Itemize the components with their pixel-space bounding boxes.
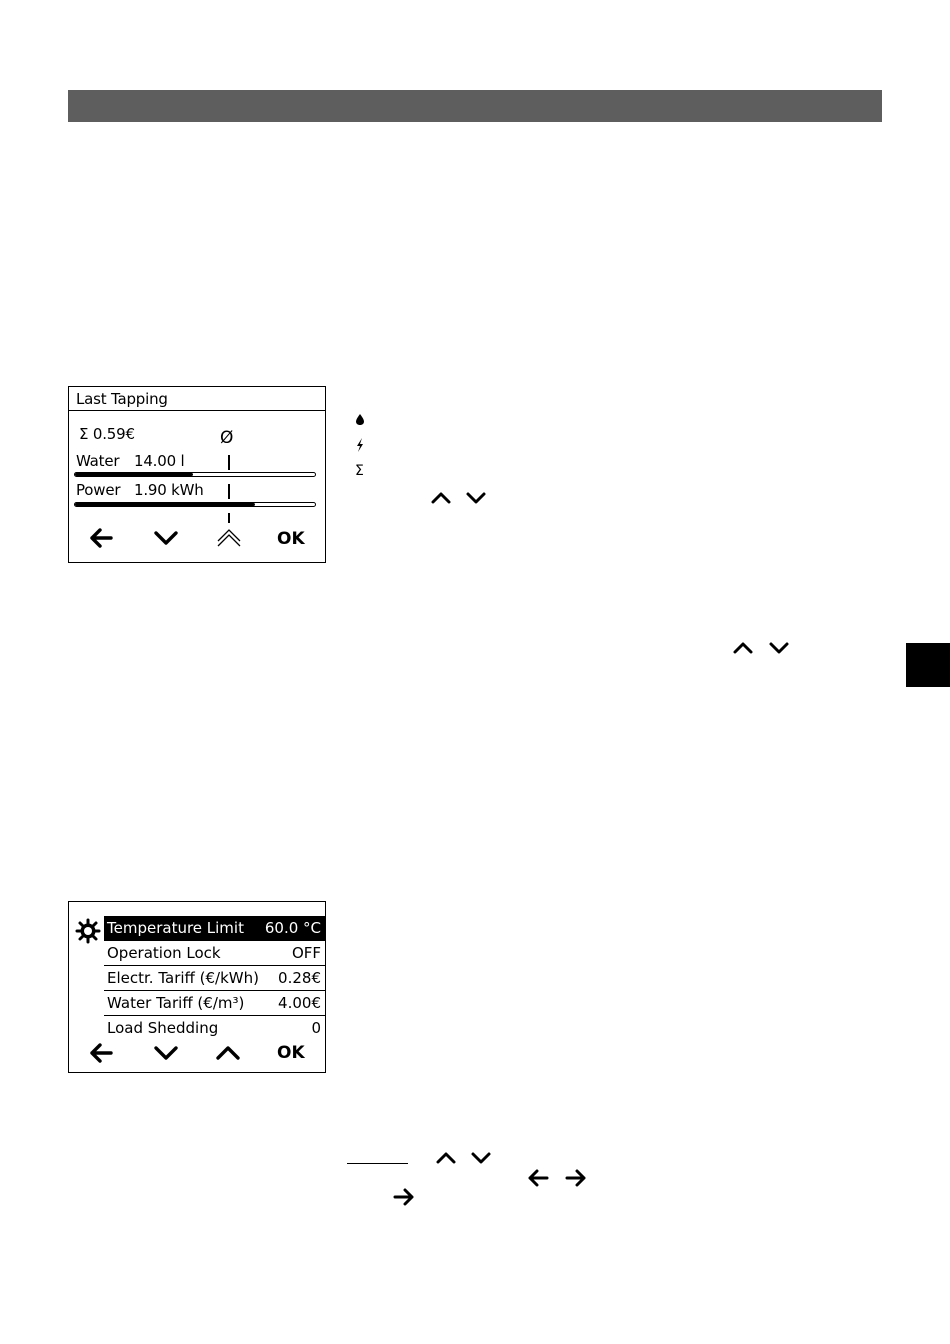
menu-item-value: OFF bbox=[291, 944, 321, 962]
last-tapping-display bbox=[68, 386, 326, 563]
menu-item-temperature-limit[interactable] bbox=[104, 916, 325, 941]
menu-item-load-shedding[interactable] bbox=[104, 1016, 325, 1041]
power-bar bbox=[74, 502, 316, 507]
sum-cost-value: Σ 0.59€ bbox=[79, 425, 135, 443]
water-average-marker bbox=[228, 455, 230, 470]
water-value: 14.00 l bbox=[134, 452, 185, 470]
menu-item-water-tariff[interactable] bbox=[104, 991, 325, 1016]
lower-average-marker bbox=[228, 513, 230, 523]
double-chevron-up-icon[interactable] bbox=[215, 527, 243, 549]
chevron-down-icon bbox=[768, 640, 790, 659]
settings-menu-display bbox=[68, 901, 326, 1073]
menu-item-value: 0 bbox=[311, 1019, 321, 1037]
power-value: 1.90 kWh bbox=[134, 481, 204, 499]
header-bar bbox=[68, 90, 882, 122]
droplet-icon bbox=[355, 411, 365, 430]
menu-item-operation-lock[interactable] bbox=[104, 941, 325, 966]
arrow-left-icon[interactable] bbox=[89, 1043, 113, 1063]
arrow-right-icon bbox=[565, 1169, 587, 1191]
display-title-bar bbox=[69, 387, 325, 411]
chevron-up-icon[interactable] bbox=[215, 1045, 241, 1061]
side-tab-marker bbox=[906, 643, 950, 687]
arrow-left-icon bbox=[527, 1169, 549, 1191]
water-bar bbox=[74, 472, 316, 477]
water-bar-fill bbox=[75, 473, 193, 476]
chevron-up-icon bbox=[430, 490, 452, 509]
power-average-marker bbox=[228, 484, 230, 499]
menu-item-label: Water Tariff (€/m³) bbox=[107, 994, 245, 1012]
power-bar-fill bbox=[75, 503, 255, 506]
menu-item-electr-tariff[interactable] bbox=[104, 966, 325, 991]
ok-button[interactable]: OK bbox=[277, 1043, 305, 1063]
gear-icon bbox=[75, 918, 101, 948]
chevron-up-icon bbox=[435, 1150, 457, 1169]
menu-item-label: Operation Lock bbox=[107, 944, 221, 962]
menu-item-label: Electr. Tariff (€/kWh) bbox=[107, 969, 259, 987]
sum-symbol: Σ bbox=[355, 463, 364, 479]
chevron-down-icon[interactable] bbox=[153, 530, 179, 546]
average-symbol: Ø bbox=[220, 428, 234, 448]
water-label: Water bbox=[76, 452, 120, 470]
chevron-up-icon bbox=[732, 640, 754, 659]
underline-rule bbox=[347, 1163, 408, 1164]
chevron-down-icon[interactable] bbox=[153, 1045, 179, 1061]
ok-button[interactable]: OK bbox=[277, 529, 305, 549]
menu-item-value: 60.0 °C bbox=[264, 919, 321, 937]
menu-item-label: Load Shedding bbox=[107, 1019, 219, 1037]
menu-item-label: Temperature Limit bbox=[107, 919, 244, 937]
arrow-right-icon bbox=[393, 1188, 415, 1210]
chevron-down-icon bbox=[465, 490, 487, 509]
chevron-down-icon bbox=[470, 1150, 492, 1169]
menu-item-value: 4.00€ bbox=[278, 994, 321, 1012]
power-label: Power bbox=[76, 481, 121, 499]
lightning-icon bbox=[355, 437, 365, 457]
display-title: Last Tapping bbox=[76, 390, 168, 408]
arrow-left-icon[interactable] bbox=[89, 528, 113, 548]
menu-item-value: 0.28€ bbox=[278, 969, 321, 987]
